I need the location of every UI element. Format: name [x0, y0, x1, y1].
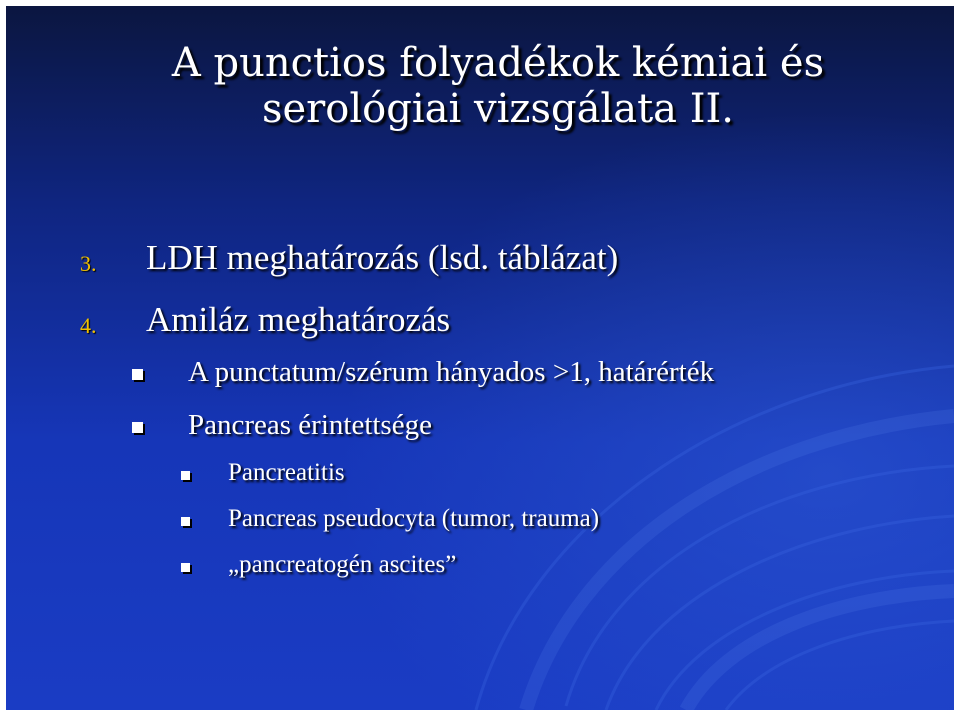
slide-title-line-1: A punctios folyadékok kémiai és [171, 40, 825, 86]
square-bullet-icon [132, 369, 143, 380]
square-bullet-icon [132, 422, 143, 433]
slide-title [118, 40, 878, 132]
numbered-item-marker: 4. [80, 313, 97, 338]
square-bullet-icon [181, 471, 190, 480]
numbered-item-text: LDH meghatározás (lsd. táblázat) [146, 238, 619, 277]
square-bullet-icon [181, 517, 190, 526]
list-item-text: Pancreas pseudocyta (tumor, trauma) [228, 505, 600, 532]
numbered-item-marker: 3. [80, 251, 97, 276]
square-bullet-icon [181, 563, 190, 572]
list-item-text: Pancreatitis [228, 459, 345, 486]
numbered-item-text: Amiláz meghatározás [146, 300, 451, 339]
slide [6, 6, 954, 710]
slide-title-line-2: serológiai vizsgálata II. [261, 86, 735, 132]
list-item-text: Pancreas érintettsége [188, 409, 432, 441]
list-item-text: A punctatum/szérum hányados >1, határérték [188, 356, 715, 388]
list-item-text: „pancreatogén ascites” [228, 551, 457, 578]
